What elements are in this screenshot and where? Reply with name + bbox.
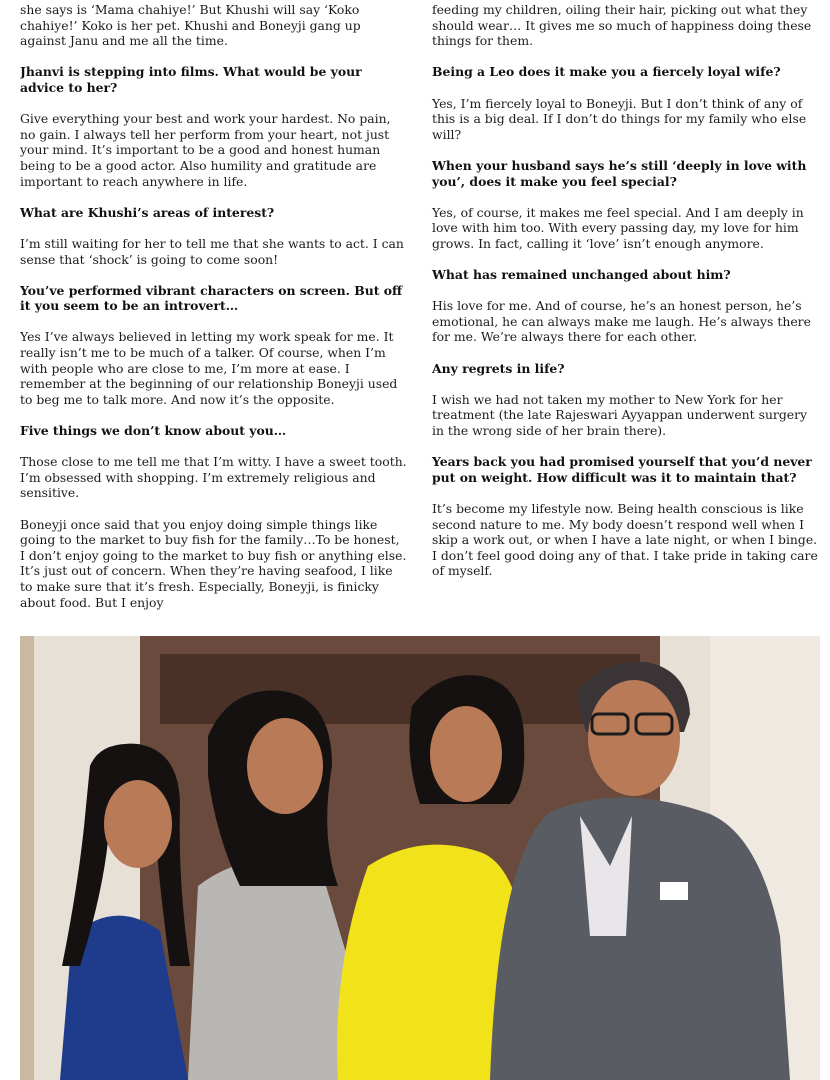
question-deeply-in-love: When your husband says he’s still ‘deeply in love with you’, does it make you feel special? — [432, 157, 807, 189]
question-introvert: You’ve performed vibrant characters on screen. But off it you seem to be an introvert… — [20, 282, 403, 314]
family-photo — [20, 636, 820, 1080]
right-column — [432, 2, 820, 624]
person-woman-face — [430, 706, 502, 802]
answer-weight: It’s become my lifestyle now. Being health conscious is like second nature to me. My body doesn’t respond well when I skip a work out, or when I have a late night, or when I binge. I don’t feel good doing any of that. I take pride in taking care of myself. — [432, 501, 818, 579]
question-jhanvi-films: Jhanvi is stepping into films. What would be your advice to her? — [20, 64, 362, 95]
person-girl-blue-face — [104, 780, 172, 868]
right-para-1: feeding my children, oiling their hair, picking out what they should wear… It gives me so much of happiness doing these things for them. — [432, 2, 812, 49]
question-regrets: Any regrets in life? — [432, 360, 565, 376]
answer-deeply-in-love: Yes, of course, it makes me feel special. And I am deeply in love with him too. With every passing day, my love for him grows. In fact, calling it ‘love’ isn’t enough anymore. — [432, 204, 804, 251]
answer-jhanvi-films: Give everything your best and work your hardest. No pain, no gain. I always tell her perform from your heart, not just your mind. It’s important to be a good and honest human being to be a good actor. Also humility and gratitude are important to reach anywhere in life. — [20, 111, 391, 189]
answer-regrets: I wish we had not taken my mother to New York for her treatment (the late Rajeswari Ayyappan underwent surgery in the wrong side of her brain there). — [432, 391, 808, 439]
person-man-pocket-square — [660, 882, 688, 900]
photo-left-pillar — [20, 636, 34, 1080]
left-para-1: she says is ‘Mama chahiye!’ But Khushi will say ‘Koko chahiye!’ Koko is her pet. Khushi and Boneyji gang up against Janu and me all the time. — [20, 2, 361, 49]
question-khushi-interest: What are Khushi’s areas of interest? — [20, 204, 275, 220]
answer-fish-market: Boneyji once said that you enjoy doing simple things like going to the market to buy fish for the family…To be honest, I don’t enjoy going to the market to buy fish or anything else. It’s just out of concern. When they’re having seafood, I like to make sure that it’s fresh. Especially, Boneyji, is finicky about food. But I enjoy — [20, 516, 407, 610]
answer-introvert: Yes I’ve always believed in letting my work speak for me. It really isn’t me to be much of a talker. Of course, when I’m with people who are close to me, I’m more at ease. I remember at the beginning of our relationship Boneyji used to beg me to talk more. And now it’s the opposite. — [20, 329, 398, 407]
question-five-things: Five things we don’t know about you… — [20, 423, 287, 439]
article-columns — [20, 2, 820, 624]
person-man-face — [588, 680, 680, 796]
question-unchanged: What has remained unchanged about him? — [432, 267, 731, 283]
person-girl-silver-face — [247, 718, 323, 814]
question-leo: Being a Leo does it make you a fiercely loyal wife? — [432, 64, 781, 80]
left-column — [20, 2, 408, 624]
question-weight: Years back you had promised yourself that you’d never put on weight. How difficult was it to maintain that? — [432, 454, 812, 485]
answer-leo: Yes, I’m fiercely loyal to Boneyji. But I don’t think of any of this is a big deal. If I don’t do things for my family who else will? — [432, 95, 807, 142]
answer-five-things: Those close to me tell me that I’m witty. I have a sweet tooth. I’m obsessed with shopping. I’m extremely religious and sensitive. — [20, 454, 407, 501]
family-photo-illustration — [20, 636, 820, 1080]
person-girl-silver-dress — [188, 859, 350, 1080]
answer-unchanged: His love for me. And of course, he’s an honest person, he’s emotional, he can always make me laugh. He’s always there for me. We’re always there for each other. — [432, 298, 811, 345]
answer-khushi-interest: I’m still waiting for her to tell me that she wants to act. I can sense that ‘shock’ is going to come soon! — [20, 235, 404, 267]
